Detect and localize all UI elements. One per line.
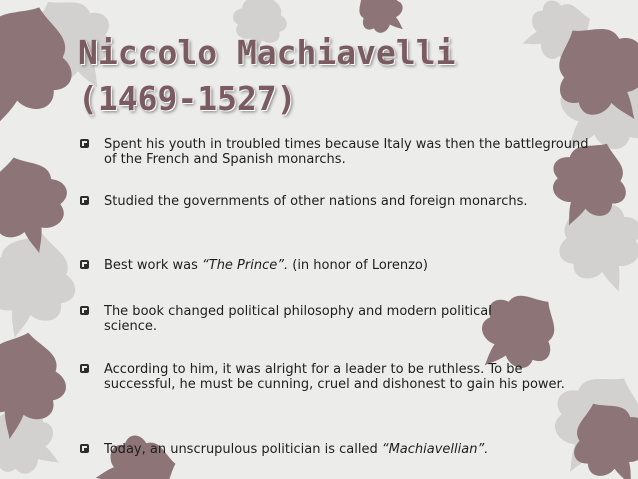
title-name: Niccolo Machiavelli xyxy=(78,33,456,72)
bullet-item xyxy=(78,258,594,273)
bullet-item xyxy=(78,304,544,334)
bullet-item xyxy=(78,442,624,457)
bullet-icon xyxy=(80,139,89,148)
bullet-text-term: “Machiavellian”. xyxy=(381,442,489,457)
bullet-text-pre: Today, an unscrupulous politician is called xyxy=(104,442,382,457)
bullet-item xyxy=(78,194,564,209)
bullet-icon xyxy=(80,444,89,453)
bullet-icon xyxy=(80,260,89,269)
bullet-text-title: “The Prince”. xyxy=(202,258,289,273)
bullet-icon xyxy=(80,306,89,315)
bullet-text-post: (in honor of Lorenzo) xyxy=(288,258,428,273)
bullet-item xyxy=(78,137,594,167)
bullet-text: Studied the governments of other nations and foreign monarchs. xyxy=(104,194,528,209)
bullet-icon xyxy=(80,364,89,373)
bullet-text-pre: Best work was xyxy=(104,258,203,273)
bullet-icon xyxy=(80,196,89,205)
bullet-item xyxy=(78,362,584,392)
bullet-text: According to him, it was alright for a leader to be ruthless. To be successful, he must be cunning, cruel and dishonest to gain his power. xyxy=(104,362,565,392)
title-dates: (1469-1527) xyxy=(78,79,297,118)
bullet-text: Spent his youth in troubled times because Italy was then the battleground of the French and Spanish monarchs. xyxy=(104,137,589,167)
bullet-text: The book changed political philosophy and modern political science. xyxy=(104,304,492,334)
slide-title xyxy=(78,30,456,122)
